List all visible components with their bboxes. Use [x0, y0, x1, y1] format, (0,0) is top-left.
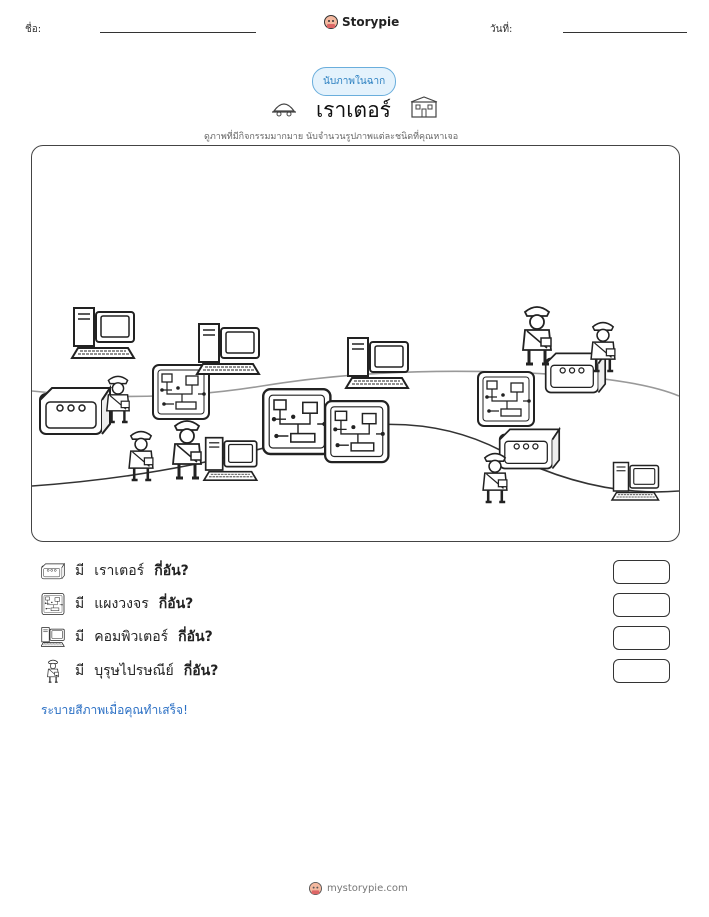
- question-suffix: กี่อัน?: [183, 663, 219, 679]
- storypie-mascot-icon: [309, 881, 322, 896]
- footer-site[interactable]: mystorypie.com: [327, 883, 408, 894]
- computer: [612, 463, 659, 501]
- question-prefix: มี: [75, 563, 85, 579]
- instructions: ดูภาพที่มีกิจกรรมมากมาย นับจำนวนรูปภาพแต่ละชนิดที่คุณหาเจอ: [204, 132, 459, 142]
- date-label: วันที่:: [490, 24, 513, 35]
- circuit-board: [325, 401, 388, 462]
- circuit-board-icon: [41, 593, 65, 615]
- footer: [309, 881, 408, 896]
- question-item: เราเตอร์: [94, 563, 145, 579]
- computer: [346, 338, 408, 388]
- question-item: คอมพิวเตอร์: [94, 629, 169, 645]
- question-prefix: มี: [75, 629, 85, 645]
- date-field-line[interactable]: [563, 32, 687, 33]
- router-icon: [41, 561, 65, 581]
- computer: [204, 438, 257, 481]
- answer-box-circuit-board[interactable]: [613, 593, 670, 617]
- brand-logo: [324, 14, 399, 30]
- brand-name: Storypie: [342, 15, 400, 29]
- answer-box-computer[interactable]: [613, 626, 670, 650]
- storypie-mascot-icon: [324, 14, 338, 30]
- computer: [72, 308, 134, 358]
- computer-icon: [41, 626, 65, 648]
- router: [500, 429, 560, 468]
- router: [40, 388, 110, 434]
- question-suffix: กี่อัน?: [158, 596, 194, 612]
- question-mail-carrier: [41, 659, 218, 683]
- circuit-board: [478, 372, 534, 426]
- mail-carrier: [173, 421, 201, 478]
- coloring-instruction: ระบายสีภาพเมื่อคุณทำเสร็จ!: [41, 703, 188, 717]
- mail-carrier: [523, 307, 551, 364]
- question-router: [41, 560, 189, 582]
- scene-illustration: [32, 146, 679, 541]
- question-item: แผงวงจร: [94, 596, 149, 612]
- question-item: บุรุษไปรษณีย์: [94, 663, 174, 679]
- mail-carrier-icon: [41, 659, 65, 683]
- computer: [197, 324, 259, 374]
- question-prefix: มี: [75, 596, 85, 612]
- circuit-board: [263, 389, 330, 454]
- question-circuit-board: [41, 593, 193, 615]
- search-scene: [31, 145, 680, 542]
- page-title: เราเตอร์: [316, 98, 391, 122]
- question-computer: [41, 626, 213, 648]
- mail-carrier: [483, 454, 507, 502]
- building-icon: [410, 96, 438, 118]
- name-label: ชื่อ:: [25, 24, 42, 35]
- answer-box-mail-carrier[interactable]: [613, 659, 670, 683]
- question-suffix: กี่อัน?: [178, 629, 213, 645]
- question-prefix: มี: [75, 663, 85, 679]
- name-field-line[interactable]: [100, 32, 256, 33]
- question-suffix: กี่อัน?: [154, 563, 189, 579]
- mail-truck-icon: [271, 97, 297, 117]
- answer-box-router[interactable]: [613, 560, 670, 584]
- activity-badge: นับภาพในฉาก: [312, 67, 396, 96]
